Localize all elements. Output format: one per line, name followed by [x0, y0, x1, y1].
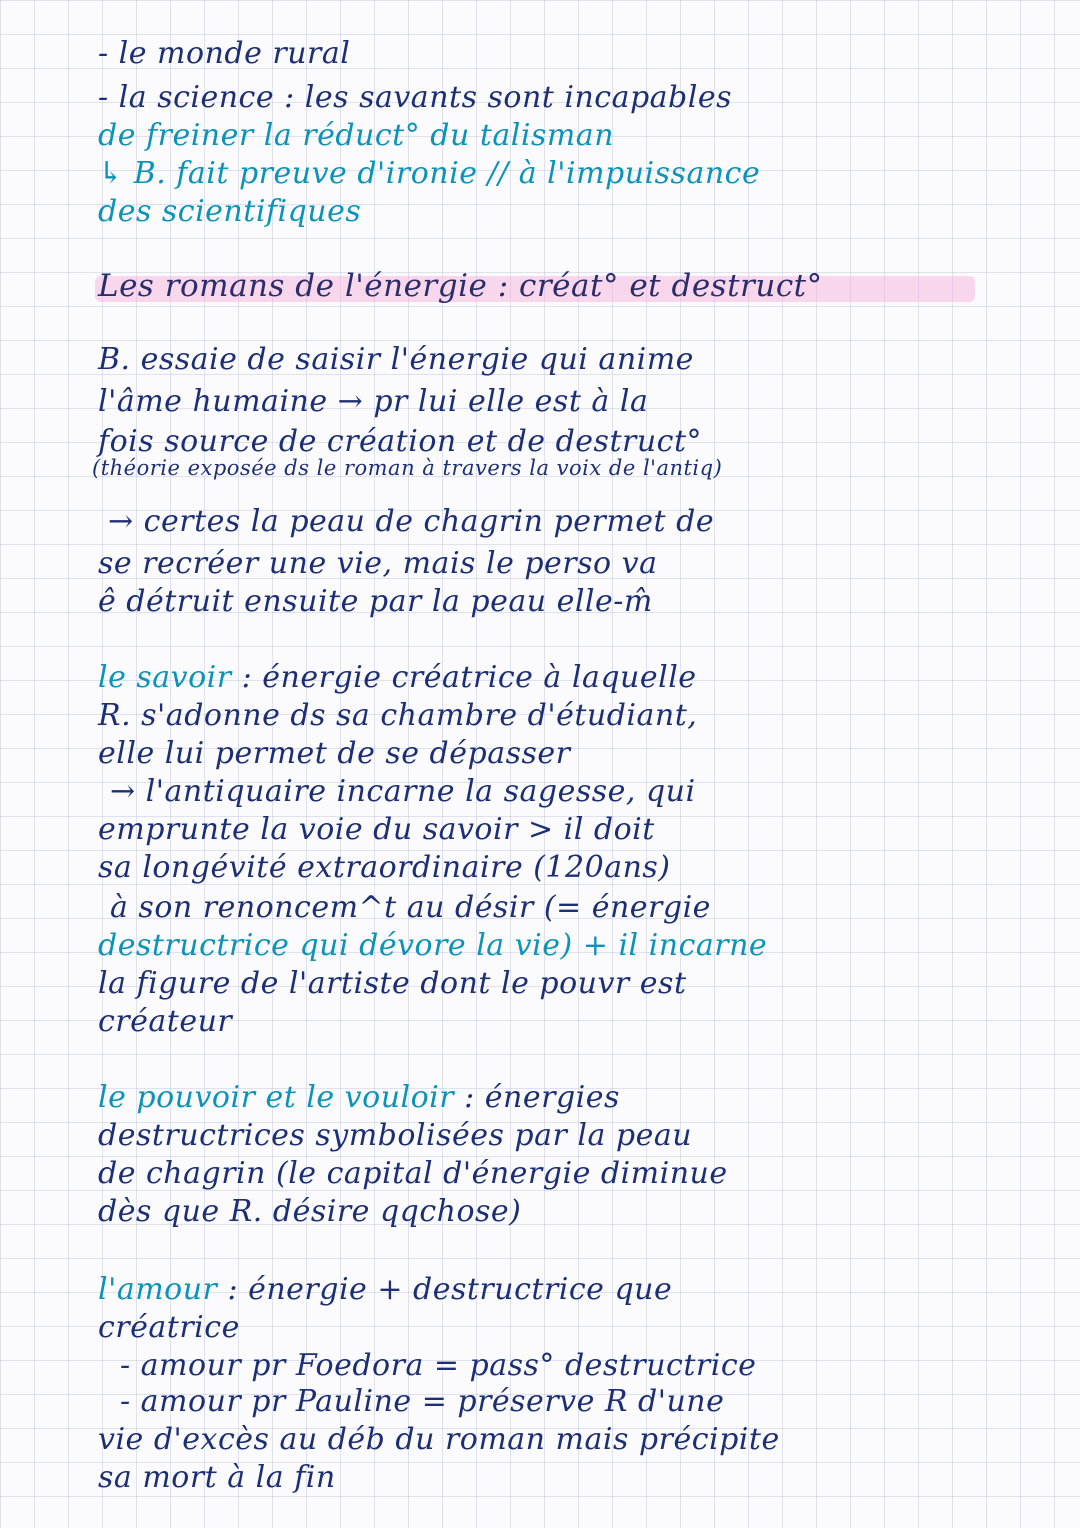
section-heading: Les romans de l'énergie : créat° et destruct°: [98, 268, 823, 304]
note-line: - amour pr Foedora = pass° destructrice: [120, 1348, 757, 1383]
note-line: créateur: [98, 1004, 233, 1039]
note-line: des scientifiques: [98, 194, 362, 229]
term-pouvoir-vouloir: le pouvoir et le vouloir: [98, 1080, 455, 1115]
note-line: destructrices symbolisées par la peau: [98, 1118, 693, 1153]
term-definition: : énergies: [454, 1080, 620, 1115]
note-line: vie d'excès au déb du roman mais précipite: [98, 1422, 780, 1457]
note-line: - la science : les savants sont incapables: [98, 80, 733, 115]
note-line: elle lui permet de se dépasser: [98, 736, 571, 771]
note-line: [98, 1272, 672, 1308]
term-definition: : énergie + destructrice que: [217, 1272, 673, 1307]
note-line: R. s'adonne ds sa chambre d'étudiant,: [98, 698, 698, 733]
note-line: - le monde rural: [98, 36, 351, 71]
note-line: la figure de l'artiste dont le pouvr est: [98, 966, 687, 1001]
note-line: destructrice qui dévore la vie) + il incarne: [98, 928, 768, 963]
note-line: ê détruit ensuite par la peau elle-m̂: [98, 584, 653, 619]
note-line: créatrice: [98, 1310, 240, 1345]
note-line: sa longévité extraordinaire (120ans): [98, 850, 671, 885]
note-line-small: (théorie exposée ds le roman à travers la voix de l'antiq): [92, 456, 723, 480]
note-line: fois source de création et de destruct°: [98, 424, 703, 459]
note-line: se recréer une vie, mais le perso va: [98, 546, 658, 581]
note-line: → l'antiquaire incarne la sagesse, qui: [110, 774, 696, 809]
note-line: [98, 660, 697, 696]
note-line: B. essaie de saisir l'énergie qui anime: [98, 342, 694, 377]
note-line: - amour pr Pauline = préserve R d'une: [120, 1384, 725, 1419]
note-line: → certes la peau de chagrin permet de: [108, 504, 715, 539]
note-line: sa mort à la fin: [98, 1460, 336, 1495]
note-line: emprunte la voie du savoir > il doit: [98, 812, 655, 847]
term-definition: : énergie créatrice à laquelle: [231, 660, 697, 695]
note-line: dès que R. désire qqchose): [98, 1194, 522, 1229]
note-line: [98, 1080, 620, 1116]
note-line: de chagrin (le capital d'énergie diminue: [98, 1156, 728, 1191]
term-savoir: le savoir: [98, 660, 232, 695]
note-line: à son renoncem^t au désir (= énergie: [110, 890, 711, 925]
note-line: de freiner la réduct° du talisman: [98, 118, 615, 153]
note-line: l'âme humaine → pr lui elle est à la: [98, 384, 649, 419]
note-line: ↳ B. fait preuve d'ironie // à l'impuissance: [98, 156, 761, 191]
term-amour: l'amour: [98, 1272, 218, 1307]
